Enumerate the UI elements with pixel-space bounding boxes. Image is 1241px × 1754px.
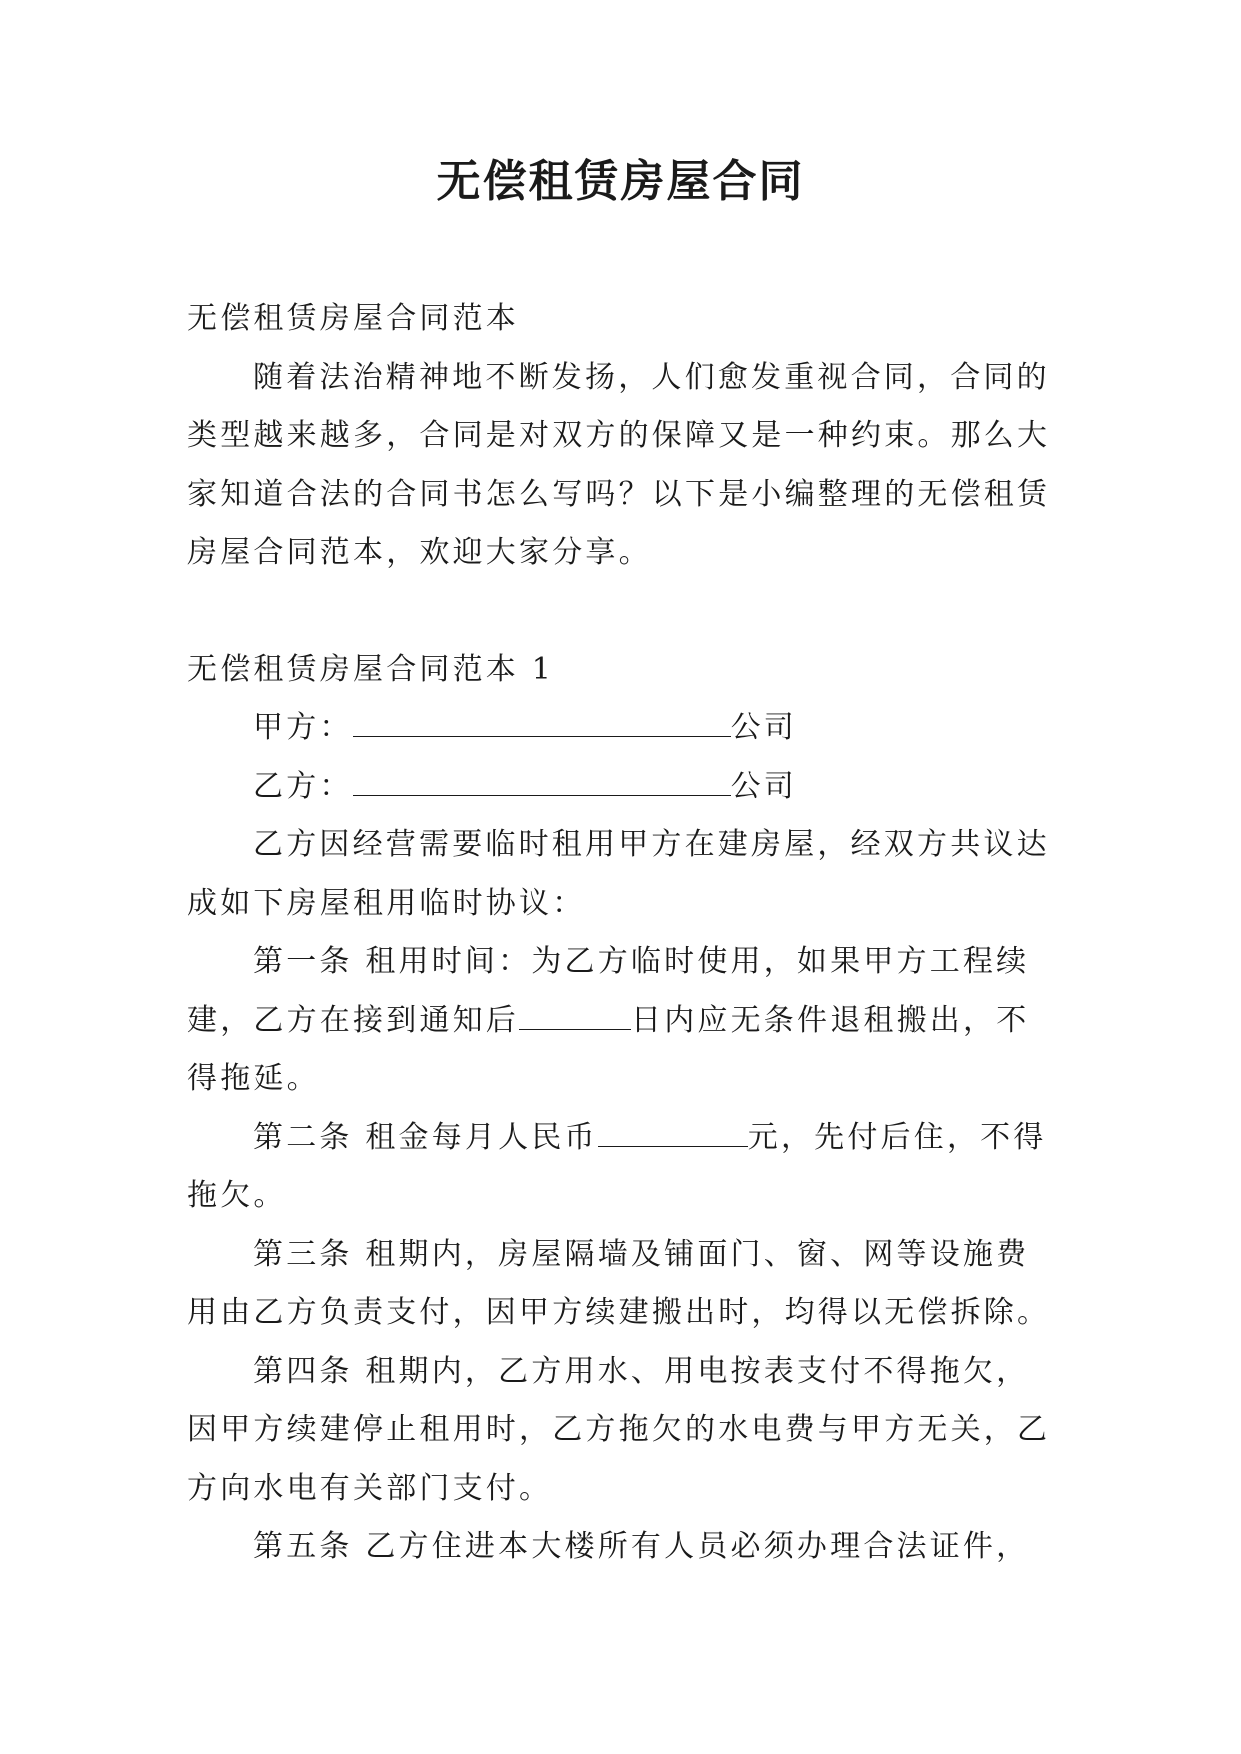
party-b-label: 乙方： — [253, 768, 353, 804]
article-1-suffix: 日内应无条件退租搬出，不得拖延。 — [187, 1002, 1030, 1096]
party-b-blank — [353, 765, 731, 796]
party-a-line — [187, 699, 1057, 758]
section-heading-sample-1: 无偿租赁房屋合同范本 1 — [187, 651, 555, 687]
document-body — [187, 290, 1057, 1577]
section-heading-main: 无偿租赁房屋合同范本 — [187, 301, 519, 336]
article-4: 第四条 租期内，乙方用水、用电按表支付不得拖欠，因甲方续建停止租用时，乙方拖欠的水电费与甲方无关，乙方向水电有关部门支付。 — [187, 1353, 1051, 1506]
article-2-rent-blank — [598, 1116, 748, 1147]
party-a-blank — [353, 706, 731, 737]
party-a-label: 甲方： — [253, 710, 353, 745]
article-2-suffix: 元，先付后住，不得拖欠。 — [187, 1119, 1047, 1213]
article-1-days-blank — [519, 999, 631, 1030]
article-2 — [187, 1109, 1057, 1226]
party-b-line — [187, 758, 1057, 817]
article-5: 第五条 乙方住进本大楼所有人员必须办理合法证件， — [253, 1529, 1030, 1564]
intro-paragraph: 随着法治精神地不断发扬，人们愈发重视合同，合同的类型越来越多，合同是对双方的保障又是一种约束。那么大家知道合法的合同书怎么写吗？以下是小编整理的无偿租赁房屋合同范本，欢迎大家分享。 — [187, 359, 1051, 570]
party-a-suffix: 公司 — [730, 710, 798, 745]
document-title: 无偿租赁房屋合同 — [436, 156, 805, 207]
party-b-suffix: 公司 — [730, 768, 798, 804]
preamble-paragraph: 乙方因经营需要临时租用甲方在建房屋，经双方共议达成如下房屋租用临时协议： — [187, 827, 1050, 921]
article-2-prefix: 第二条 租金每月人民币 — [253, 1119, 598, 1155]
article-1 — [187, 933, 1057, 1109]
article-3: 第三条 租期内，房屋隔墙及铺面门、窗、网等设施费用由乙方负责支付，因甲方续建搬出时，均得以无偿拆除。 — [187, 1236, 1051, 1330]
article-1-prefix: 第一条 租用时间：为乙方临时使用，如果甲方工程续建，乙方在接到通知后 — [187, 944, 1030, 1038]
